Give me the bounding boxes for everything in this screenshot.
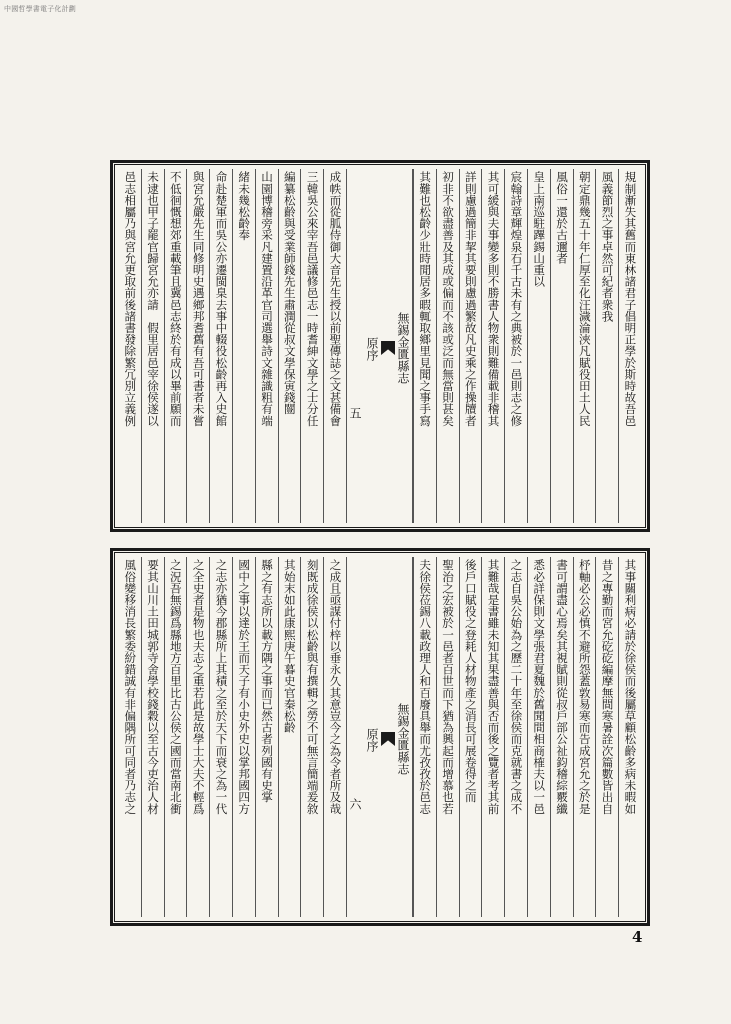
text-column	[436, 169, 459, 523]
text-column	[186, 557, 209, 917]
text-column	[573, 557, 596, 917]
column-text: 三韓吳公來宰吾邑議修邑志一時耆紳文學之士分任	[305, 171, 320, 427]
column-text: 其難哉是書雖未知其果盡善與否而後之覽者考其前	[486, 559, 501, 815]
column-text: 風俗變移消長繁委紛錯誠有非偏隅所可同者乃志之	[123, 559, 138, 815]
text-column	[527, 169, 550, 523]
scan-page-number: 4	[632, 928, 643, 946]
section-title: 原序	[365, 728, 380, 752]
text-column	[618, 557, 641, 917]
text-column	[164, 169, 187, 523]
text-column	[209, 169, 232, 523]
page-top	[110, 160, 650, 532]
column-text: 後戶口賦役之登耗人材物產之消長可展卷得之而	[463, 559, 478, 803]
text-column	[504, 169, 527, 523]
column-text: 宸翰詩章輝煌泉石千古未有之典被於一邑則志之修	[509, 171, 524, 427]
text-column	[459, 557, 482, 917]
text-column	[573, 169, 596, 523]
column-text: 之志亦猶今郡縣所上其積之至於天下而衰之為一代	[214, 559, 229, 815]
column-text: 之況吾無錫爲縣地方百里比古公侯之國而當南北衝	[168, 559, 183, 815]
column-text: 規制漸失其舊而東林諸君子倡明正學於斯時故吾邑	[623, 171, 638, 427]
column-text: 其可緩與夫事變多則不勝書人物衆則難備載非稽其	[486, 171, 501, 427]
text-column	[209, 557, 232, 917]
center-fold-column	[346, 169, 413, 523]
text-column	[141, 557, 164, 917]
column-text: 風俗一還於古邇者	[555, 171, 569, 264]
column-text: 朝定鼎幾五十年仁厚至化汪濊淪浹凡賦役田土人民	[577, 171, 592, 427]
text-column	[323, 169, 346, 523]
column-text: 要其山川土田城郭寺舍學校錢穀以至古今吏治人材	[146, 559, 161, 815]
column-text: 縣之有志所以載方隅之事而已然古者列國有史掌	[260, 559, 275, 803]
column-text: 夫徐侯莅錫八載政理人和百廢具舉而尤孜孜於邑志	[418, 559, 433, 815]
folio-number: 六	[348, 798, 363, 810]
text-column	[300, 557, 323, 917]
page-bottom	[110, 548, 650, 926]
column-text: 成帙而從胍侍御大音先生授以前聖傳誌之文甚備會	[328, 171, 343, 427]
text-column	[300, 169, 323, 523]
text-column	[550, 169, 573, 523]
text-column	[232, 169, 255, 523]
column-text: 書可謂盡心焉矣其視賦則從叔戶部公祉鈞稽綜覈纖	[555, 559, 569, 815]
column-text: 昔之專勤而宮允矻矻編摩無間寒暑詮次篇數皆出自	[600, 559, 615, 815]
text-column	[436, 557, 459, 917]
column-text: 其難也松齡少壯時閒居多暇輒取鄉里見聞之事手寫	[418, 171, 433, 427]
text-column	[595, 169, 618, 523]
center-fold-column	[346, 557, 413, 917]
text-column	[232, 557, 255, 917]
text-column	[278, 557, 301, 917]
column-text: 皇上南巡駐蹕錫山重以	[532, 171, 547, 287]
column-text: 聖治之宏被於一邑者百世而下猶為興起而增慕也若	[441, 559, 456, 815]
column-text: 之全史者是物也夫志之重若此是故學士大夫不輕爲	[191, 559, 206, 815]
watermark-text: 中國哲學書電子化計劃	[4, 5, 76, 13]
column-text: 之成且亟謀付梓以垂永久其意豈今之為令者所及哉	[328, 559, 343, 815]
column-text: 初非不欲盡善及其成或偏而不該或泛而無當則甚矣	[441, 171, 456, 427]
text-column	[595, 557, 618, 917]
column-text: 國中之事以達於王而天子有小史外史以掌邦國四方	[237, 559, 252, 815]
text-column	[141, 169, 164, 523]
column-text: 緒未幾松齡奉	[237, 171, 252, 241]
text-column	[618, 169, 641, 523]
text-column	[504, 557, 527, 917]
column-text: 詳則慮過簡非挈其要則慮過繁故凡史乘之作操牘者	[463, 171, 478, 427]
text-column	[186, 169, 209, 523]
text-column	[255, 169, 278, 523]
text-column	[413, 557, 436, 917]
text-column	[323, 557, 346, 917]
text-column	[278, 169, 301, 523]
column-text: 邑志相屬乃與宮允更取前後諸書發除繁冗別立義例	[123, 171, 138, 427]
book-title: 無錫金匱縣志	[396, 312, 411, 384]
column-text: 其始末如此康熙庚午暮史官秦松齡	[282, 559, 297, 733]
fish-tail-mark-icon	[381, 732, 395, 746]
folio-number: 五	[348, 407, 363, 419]
text-column	[481, 557, 504, 917]
column-text: 風義節烈之事卓然可紀者衆我	[600, 171, 615, 322]
column-text: 其事關利病必請於徐侯而後屬草顧松齡多病未暇如	[623, 559, 638, 815]
text-column	[255, 557, 278, 917]
book-title: 無錫金匱縣志	[396, 703, 411, 775]
column-text: 杼軸必公必慎不避所怨蓋敦易寒而告成宮允之於是	[577, 559, 592, 815]
fish-tail-mark-icon	[381, 341, 395, 355]
column-text: 不低徊慨想郊重載筆且冀邑志終於有成以畢前願而	[168, 171, 183, 427]
column-text: 編纂松齡與受業師錢先生肅潤從叔文學保寅錢闓	[282, 171, 297, 415]
column-text: 之志自吳公始為之歷二十年至徐侯而克就書之成不	[509, 559, 524, 815]
text-column	[550, 557, 573, 917]
column-text: 未逮也甲子罷官歸宮允亦請 假里居邑宰徐侯遂以	[146, 171, 161, 427]
column-text: 悉必詳保則文學張君夏魏於舊聞間相商榷夫以一邑	[532, 559, 547, 815]
page-bottom-columns	[119, 557, 641, 917]
text-column	[413, 169, 436, 523]
column-text: 與宮允嚴先生同修明史遇鄉邦耆舊有吾可書者未嘗	[191, 171, 206, 427]
text-column	[119, 169, 141, 523]
column-text: 山園博稽旁采凡建置沿革官司選舉詩文雜識粗有端	[260, 171, 275, 427]
text-column	[459, 169, 482, 523]
text-column	[164, 557, 187, 917]
column-text: 刻既成徐侯以松齡與有撰輯之勞不可無言簡端爰敘	[305, 559, 320, 815]
text-column	[119, 557, 141, 917]
text-column	[481, 169, 504, 523]
column-text: 命赴楚軍而吳公亦遷閩臬去事中輟役松齡再入史館	[214, 171, 229, 427]
text-column	[527, 557, 550, 917]
section-title: 原序	[365, 337, 380, 361]
page-top-columns	[119, 169, 641, 523]
